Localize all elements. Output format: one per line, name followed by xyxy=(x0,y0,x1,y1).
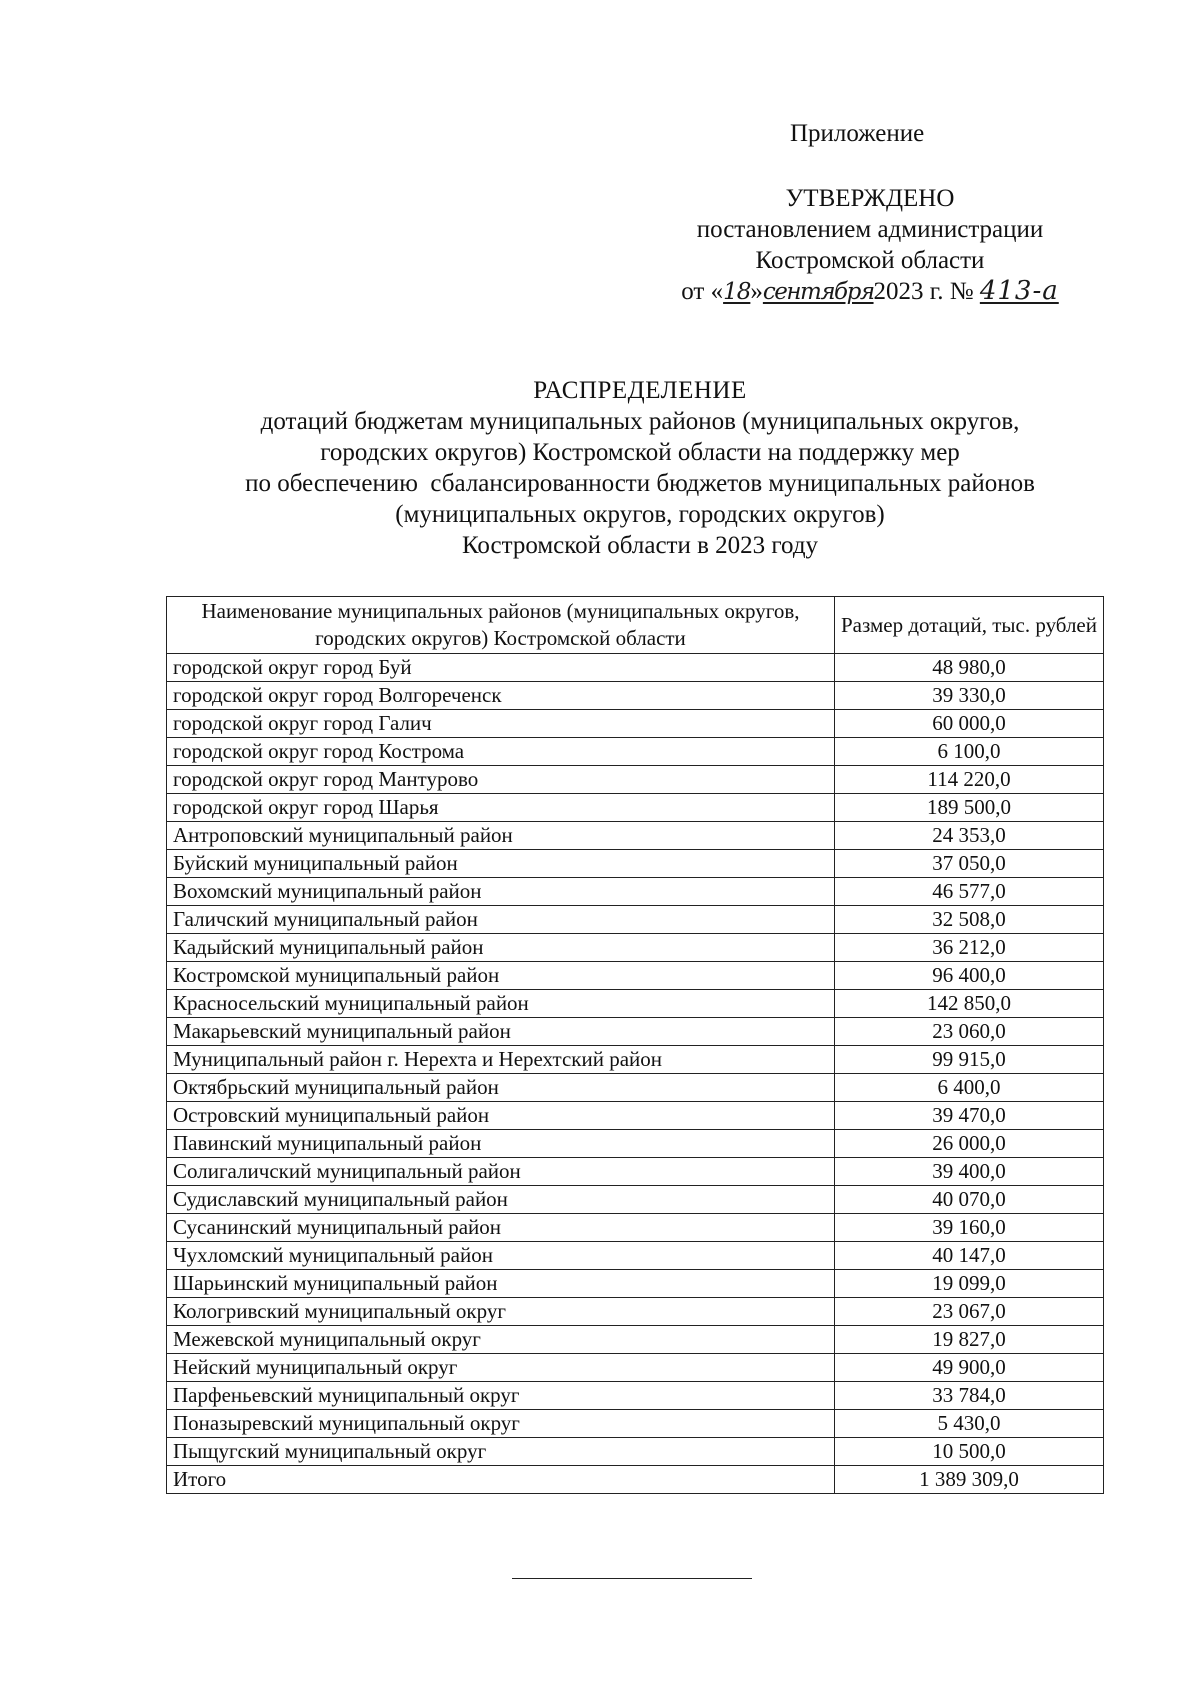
municipality-name: Буйский муниципальный район xyxy=(167,850,835,878)
municipality-name: Нейский муниципальный округ xyxy=(167,1354,835,1382)
approval-stamp xyxy=(640,183,1100,308)
total-amount: 1 389 309,0 xyxy=(835,1466,1104,1494)
approved-region-line: Костромской области xyxy=(755,247,985,274)
subsidy-amount: 36 212,0 xyxy=(835,934,1104,962)
subsidy-amount: 6 400,0 xyxy=(835,1074,1104,1102)
municipality-name: городской округ город Кострома xyxy=(167,738,835,766)
subsidy-amount: 39 330,0 xyxy=(835,682,1104,710)
subsidy-amount: 189 500,0 xyxy=(835,794,1104,822)
subsidy-amount: 114 220,0 xyxy=(835,766,1104,794)
subsidy-amount: 49 900,0 xyxy=(835,1354,1104,1382)
subsidy-amount: 142 850,0 xyxy=(835,990,1104,1018)
subsidy-amount: 40 070,0 xyxy=(835,1186,1104,1214)
municipality-name: Пыщугский муниципальный округ xyxy=(167,1438,835,1466)
table-row xyxy=(167,682,1104,710)
municipality-name: городской округ город Буй xyxy=(167,654,835,682)
municipality-name: Макарьевский муниципальный район xyxy=(167,1018,835,1046)
subsidy-amount: 39 400,0 xyxy=(835,1158,1104,1186)
year-and-number-label: 2023 г. № xyxy=(873,278,974,305)
municipality-name: Солигаличский муниципальный район xyxy=(167,1158,835,1186)
title-line: Костромской области в 2023 году xyxy=(461,532,819,559)
subsidy-amount: 40 147,0 xyxy=(835,1242,1104,1270)
subsidy-amount: 48 980,0 xyxy=(835,654,1104,682)
document-title xyxy=(160,375,1120,561)
municipality-name: Антроповский муниципальный район xyxy=(167,822,835,850)
subsidy-amount: 10 500,0 xyxy=(835,1438,1104,1466)
table-row xyxy=(167,1186,1104,1214)
table-row xyxy=(167,1382,1104,1410)
title-line: дотаций бюджетам муниципальных районов (муниципальных округов, xyxy=(260,408,1020,435)
title-line: (муниципальных округов, городских округов) xyxy=(395,501,885,528)
table-row xyxy=(167,1158,1104,1186)
table-row xyxy=(167,794,1104,822)
municipality-name: городской округ город Мантурово xyxy=(167,766,835,794)
table-row xyxy=(167,1102,1104,1130)
handwritten-document-number: 413-а xyxy=(979,276,1059,306)
table-row xyxy=(167,1018,1104,1046)
municipality-name: Чухломский муниципальный район xyxy=(167,1242,835,1270)
table-row xyxy=(167,878,1104,906)
municipality-name: Кологривский муниципальный округ xyxy=(167,1298,835,1326)
subsidy-amount: 5 430,0 xyxy=(835,1410,1104,1438)
table-row xyxy=(167,1074,1104,1102)
subsidy-amount: 26 000,0 xyxy=(835,1130,1104,1158)
table-row xyxy=(167,710,1104,738)
municipality-name: Павинский муниципальный район xyxy=(167,1130,835,1158)
table-row xyxy=(167,1270,1104,1298)
municipality-name: Островский муниципальный район xyxy=(167,1102,835,1130)
table-row xyxy=(167,850,1104,878)
column-header-amount: Размер дотаций, тыс. рублей xyxy=(835,597,1104,654)
handwritten-day: 18 xyxy=(723,279,751,305)
municipality-name: Сусанинский муниципальный район xyxy=(167,1214,835,1242)
subsidy-amount: 24 353,0 xyxy=(835,822,1104,850)
table-row xyxy=(167,990,1104,1018)
attachment-label: Приложение xyxy=(790,120,925,147)
title-line: по обеспечению сбалансированности бюджетов муниципальных районов xyxy=(245,470,1035,497)
subsidy-amount: 33 784,0 xyxy=(835,1382,1104,1410)
subsidy-amount: 39 470,0 xyxy=(835,1102,1104,1130)
table-row xyxy=(167,1410,1104,1438)
municipality-name: Красносельский муниципальный район xyxy=(167,990,835,1018)
subsidy-amount: 46 577,0 xyxy=(835,878,1104,906)
subsidy-amount: 37 050,0 xyxy=(835,850,1104,878)
table-row xyxy=(167,766,1104,794)
approval-date-line xyxy=(640,276,1100,308)
title-line: городских округов) Костромской области на поддержку мер xyxy=(320,439,960,466)
table-row xyxy=(167,1354,1104,1382)
municipality-name: городской округ город Волгореченск xyxy=(167,682,835,710)
municipality-name: Муниципальный район г. Нерехта и Нерехтский район xyxy=(167,1046,835,1074)
municipality-name: Вохомский муниципальный район xyxy=(167,878,835,906)
subsidy-distribution-table xyxy=(166,596,1104,1494)
municipality-name: Галичский муниципальный район xyxy=(167,906,835,934)
table-row xyxy=(167,1326,1104,1354)
table-row xyxy=(167,1130,1104,1158)
table-row xyxy=(167,1438,1104,1466)
subsidy-amount: 6 100,0 xyxy=(835,738,1104,766)
municipality-name: Поназыревский муниципальный округ xyxy=(167,1410,835,1438)
subsidy-amount: 23 060,0 xyxy=(835,1018,1104,1046)
municipality-name: городской округ город Шарья xyxy=(167,794,835,822)
subsidy-amount: 32 508,0 xyxy=(835,906,1104,934)
table-row xyxy=(167,934,1104,962)
table-row xyxy=(167,1046,1104,1074)
subsidy-amount: 19 827,0 xyxy=(835,1326,1104,1354)
date-close-quote: » xyxy=(750,278,763,305)
table-row xyxy=(167,1214,1104,1242)
handwritten-month: сентября xyxy=(762,279,874,305)
subsidy-amount: 39 160,0 xyxy=(835,1214,1104,1242)
table-header-row xyxy=(167,597,1104,654)
table-row xyxy=(167,962,1104,990)
column-header-name: Наименование муниципальных районов (муниципальных округов, городских округов) Костромской области xyxy=(167,597,835,654)
approved-label: УТВЕРЖДЕНО xyxy=(785,185,955,212)
table-row xyxy=(167,1242,1104,1270)
date-prefix: от « xyxy=(681,278,724,305)
subsidy-amount: 23 067,0 xyxy=(835,1298,1104,1326)
subsidy-amount: 19 099,0 xyxy=(835,1270,1104,1298)
table-row xyxy=(167,654,1104,682)
table-body xyxy=(167,654,1104,1494)
municipality-name: Межевской муниципальный округ xyxy=(167,1326,835,1354)
table-row xyxy=(167,906,1104,934)
municipality-name: Костромской муниципальный район xyxy=(167,962,835,990)
title-heading: РАСПРЕДЕЛЕНИЕ xyxy=(533,377,747,404)
municipality-name: городской округ город Галич xyxy=(167,710,835,738)
total-label: Итого xyxy=(167,1466,835,1494)
municipality-name: Парфеньевский муниципальный округ xyxy=(167,1382,835,1410)
municipality-name: Шарьинский муниципальный район xyxy=(167,1270,835,1298)
municipality-name: Кадыйский муниципальный район xyxy=(167,934,835,962)
table-row xyxy=(167,822,1104,850)
table-row xyxy=(167,1298,1104,1326)
subsidy-amount: 96 400,0 xyxy=(835,962,1104,990)
table-total-row xyxy=(167,1466,1104,1494)
subsidy-amount: 99 915,0 xyxy=(835,1046,1104,1074)
end-divider xyxy=(512,1578,752,1579)
table-row xyxy=(167,738,1104,766)
municipality-name: Октябрьский муниципальный район xyxy=(167,1074,835,1102)
approved-by-line: постановлением администрации xyxy=(696,216,1044,243)
subsidy-amount: 60 000,0 xyxy=(835,710,1104,738)
municipality-name: Судиславский муниципальный район xyxy=(167,1186,835,1214)
